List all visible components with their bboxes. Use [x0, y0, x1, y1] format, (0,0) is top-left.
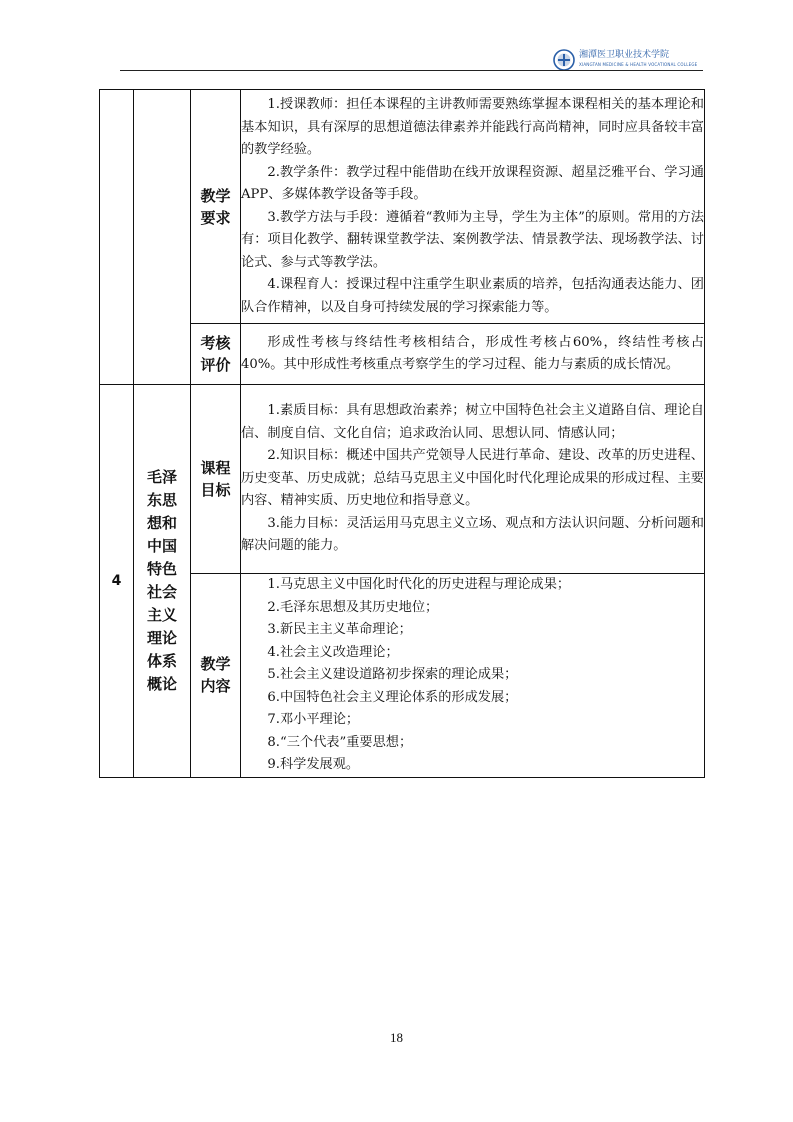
course-name-cell [134, 90, 191, 385]
paragraph: 2.教学条件：教学过程中能借助在线开放课程资源、超星泛雅平台、学习通APP、多媒体教学设备等手段。 [241, 164, 704, 202]
logo-title: 湘潭医卫职业技术学院 [579, 50, 670, 60]
list-item: 2.毛泽东思想及其历史地位； [267, 599, 439, 615]
teaching-requirements-content [241, 90, 705, 324]
page-number: 18 [390, 1030, 403, 1045]
list-item: 3.新民主主义革命理论； [267, 622, 412, 637]
logo-text [579, 51, 697, 69]
teaching-requirements-label-cell [191, 90, 241, 324]
list-item: 5.社会主义建设道路初步探索的理论成果； [267, 667, 518, 682]
course-objectives-label-cell [191, 385, 241, 574]
list-item: 6.中国特色社会主义理论体系的形成发展； [267, 689, 518, 705]
list-item: 1.马克思主义中国化时代化的历史进程与理论成果； [267, 577, 571, 592]
paragraph: 4.课程育人：授课过程中注重学生职业素质的培养，包括沟通表达能力、团队合作精神，以及自身可持续发展的学习探索能力等。 [241, 277, 704, 315]
logo-subtitle: XIANGTAN MEDICINE & HEALTH VOCATIONAL COLLEGE [579, 62, 698, 67]
paragraph: 1.授课教师：担任本课程的主讲教师需要熟练掌握本课程相关的基本理论和基本知识，具有深厚的思想道德法律素养并能践行高尚精神，同时应具备较丰富的教学经验。 [241, 97, 704, 157]
paragraph: 3.能力目标：灵活运用马克思主义立场、观点和方法认识问题、分析问题和解决问题的能力。 [241, 515, 704, 554]
course-objectives-content [241, 385, 705, 574]
assessment-label: 考核评价 [200, 334, 231, 374]
teaching-requirements-label: 教学要求 [200, 186, 231, 227]
list-item: 7.邓小平理论； [267, 712, 360, 727]
list-item: 9.科学发展观。 [267, 757, 360, 772]
list-item: 4.社会主义改造理论； [267, 644, 399, 660]
table-row [100, 574, 705, 778]
paragraph: 1.素质目标：具有思想政治素养；树立中国特色社会主义道路自信、理论自信、制度自信、文化自信；追求政治认同、思想认同、情感认同； [241, 403, 704, 441]
row-number-cell [100, 385, 134, 778]
table-row [100, 90, 705, 324]
college-emblem-icon [553, 49, 575, 71]
teaching-content-list [241, 574, 705, 778]
row-number: 4 [111, 572, 122, 589]
course-name: 毛泽东思想和中国特色社会主义理论体系概论 [146, 467, 177, 693]
list-item: 8.“三个代表”重要思想； [267, 734, 413, 750]
paragraph: 3.教学方法与手段：遵循着“教师为主导，学生为主体”的原则。常用的方法有：项目化教学、翻转课堂教学法、案例教学法、情景教学法、现场教学法、讨论式、参与式等教学法。 [241, 209, 704, 270]
table-row [100, 324, 705, 385]
teaching-content-label: 教学内容 [200, 655, 231, 696]
teaching-content-label-cell [191, 574, 241, 778]
course-name-cell [134, 385, 191, 778]
course-objectives-label: 课程目标 [200, 459, 231, 499]
paragraph: 2.知识目标：概述中国共产党领导人民进行革命、建设、改革的历史进程、历史变革、历史成就；总结马克思主义中国化时代化理论成果的形成过程、主要内容、精神实质、历史地位和指导意义。 [241, 448, 704, 509]
assessment-content [241, 324, 705, 385]
table-row [100, 385, 705, 574]
header-divider [120, 70, 703, 71]
course-table [99, 89, 705, 778]
assessment-label-cell [191, 324, 241, 385]
row-number-cell [100, 90, 134, 385]
paragraph: 形成性考核与终结性考核相结合，形成性考核占60%，终结性考核占40%。其中形成性考核重点考察学生的学习过程、能力与素质的成长情况。 [241, 334, 704, 372]
